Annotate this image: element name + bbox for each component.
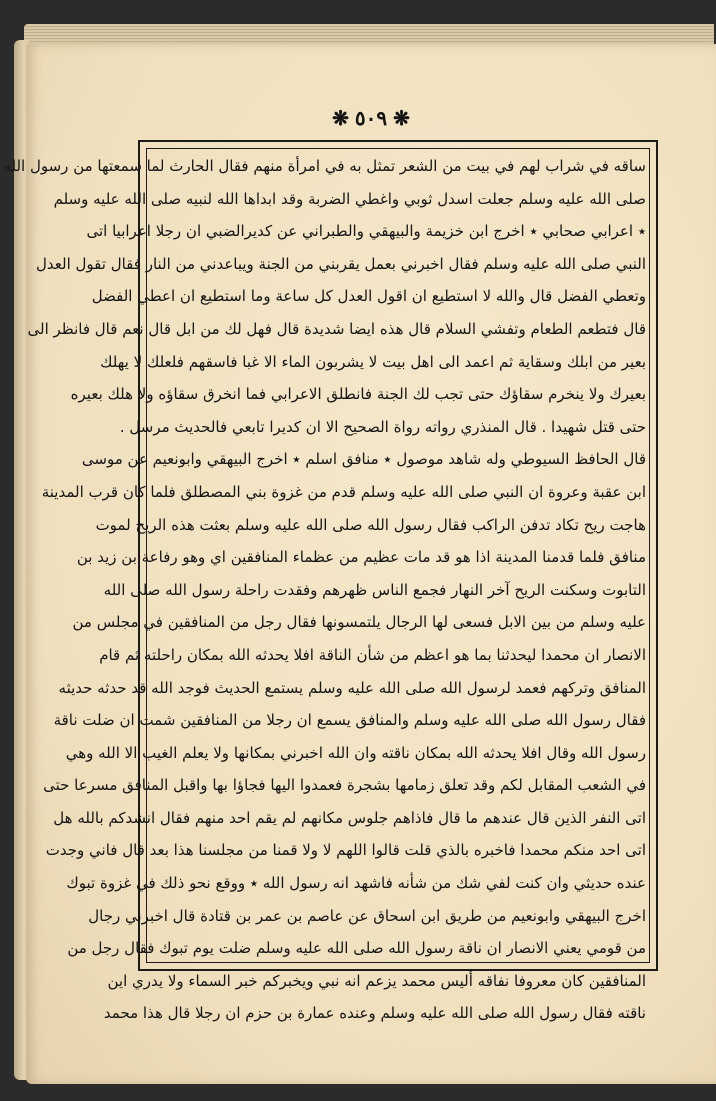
right-ornament-icon: ❋ (393, 106, 410, 130)
text-line: عليه وسلم من بين الابل فسعى لها الرجال يلتمسونها فقال رجل من المنافقين في مجلس من (72, 613, 646, 632)
text-line: صلى الله عليه وسلم جعلت اسدل ثوبي واغطي الضربة وقد ابداها الله لنبيه صلى الله عليه وسلم (53, 189, 646, 208)
text-line: فقال رسول الله صلى الله عليه وسلم والمنافق يسمع ان رجلا من المنافقين شمت ان ضلت ناقة (53, 711, 646, 730)
left-ornament-icon: ❋ (332, 106, 349, 130)
text-line: التابوت وسكنت الريح آخر النهار فجمع الناس ظهرهم وفقدت راحلة رسول الله صلى الله (103, 580, 646, 599)
text-line: اخرج البيهقي وابونعيم من طريق ابن اسحاق عن عاصم بن عمر بن قتادة قال اخبرني رجال (88, 906, 646, 925)
text-frame (3, 140, 658, 1023)
text-line: حتى قتل شهيدا . قال المنذري رواته رواة الصحيح الا ان كديرا تابعي فالحديث مرسل . (119, 417, 646, 436)
text-line: منافق فلما قدمنا المدينة اذا هو قد مات عظيم من عظماء المنافقين اي وهو رفاعة بن زيد بن (76, 548, 646, 567)
text-line: في الشعب المقابل لكم وقد تعلق زمامها بشجرة فعمدوا اليها فجاؤا بها واقبل المنافق مسرعا حتى (43, 776, 646, 795)
text-line: بعير من ابلك وسقاية ثم اعمد الى اهل بيت لا يشربون الماء الا غبا فاسقهم فلعلك لا يهلك (100, 352, 646, 371)
text-line: ناقته فقال رسول الله صلى الله عليه وسلم وعنده عمارة بن حزم ان رجلا قال هذا محمد (103, 1004, 646, 1023)
text-line: من قومي يعني الانصار ان ناقة رسول الله صلى الله عليه وسلم ضلت يوم تبوك فقال رجل من (67, 939, 646, 958)
text-line: المنافق وتركهم فعمد لرسول الله صلى الله عليه وسلم يستمع الحديث فوجد الله قد حدثه حديثه (58, 678, 646, 697)
text-line: الانصار ان محمدا ليحدثنا بما هو اعظم من شأن الناقة افلا يحدثه الله بمكان راحلته ثم قام (99, 645, 646, 664)
text-line: وتعطي الفضل قال والله لا استطيع ان اقول العدل كل ساعة وما استطيع ان اعطي الفضل (91, 287, 646, 306)
text-line: رسول الله وقال افلا يحدثه الله بمكان ناقته وان الله اخبرني بمكانها ولا يعلم الغيب الا الله وهي (65, 743, 646, 762)
page-number: ٥٠٩ (354, 106, 388, 130)
text-line: النبي صلى الله عليه وسلم فقال اخبرني بعمل يقربني من الجنة ويباعدني من النار فقال تقول العدل (36, 254, 646, 273)
text-line: هاجت ريح تكاد تدفن الراكب فقال رسول الله صلى الله عليه وسلم بعثت هذه الريح لموت (95, 515, 646, 534)
text-line: اتى النفر الذين قال عندهم ما قال فاذاهم جلوس مكانهم لم يقم احد منهم فقال انشدكم بالله هل (53, 808, 646, 827)
page-header (26, 106, 716, 130)
text-line: عنده حديثي وان كنت لفي شك من شأنه فاشهد انه رسول الله ٭ ووقع نحو ذلك في غزوة تبوك (66, 874, 646, 893)
text-line: قال الحافظ السيوطي وله شاهد موصول ٭ منافق اسلم ٭ اخرج البيهقي وابونعيم عن موسى (81, 450, 646, 469)
book-page (3, 44, 716, 1084)
text-block (3, 150, 646, 1023)
text-line: قال فتطعم الطعام وتفشي السلام قال هذه ايضا شديدة قال فهل لك من ابل قال نعم قال فانظر الى (27, 319, 646, 338)
text-line: بعيرك ولا ينخرم سقاؤك حتى تجب لك الجنة فانطلق الاعرابي فما انخرق سقاؤه ولا هلك بعيره (70, 385, 646, 404)
text-line: اتى احد منكم محمدا فاخبره بالذي قلت قالوا اللهم لا ولا قمنا من مجلسنا هذا بعد قال فاني وجدت (45, 841, 646, 860)
text-line: ابن عقبة وعروة ان النبي صلى الله عليه وسلم قدم من غزوة بني المصطلق فلما كان قرب المدينة (41, 482, 646, 501)
text-line: المنافقين كان معروفا نفاقه أليس محمد يزعم انه نبي ويخبركم خبر السماء ولا يدري اين (107, 971, 646, 990)
text-line: ساقه في شراب لهم في بيت من الشعر تمثل به في امرأة منهم فقال الحارث لما سمعتها من رسول الله (3, 157, 646, 175)
text-line: ٭ اعرابي صحابي ٭ اخرج ابن خزيمة والبيهقي والطبراني عن كديرالضبي ان رجلا اعرابيا اتى (86, 222, 646, 241)
